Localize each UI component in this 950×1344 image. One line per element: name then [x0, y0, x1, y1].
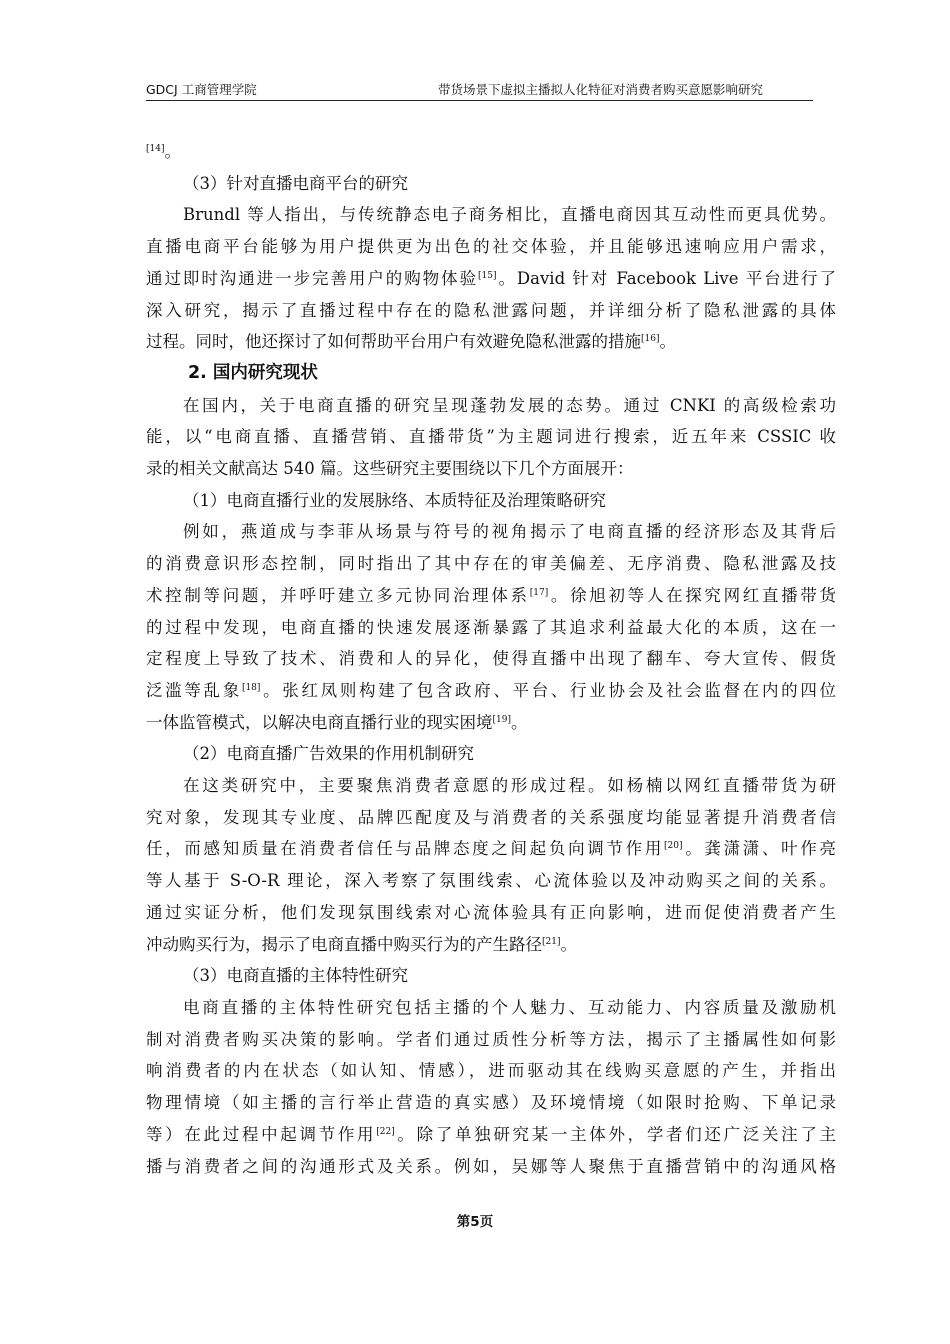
citation: [17]	[529, 587, 549, 598]
citation: [21]	[542, 936, 561, 947]
paragraph-ad-effect: 在这类研究中，主要聚焦消费者意愿的形成过程。如杨楠以网红直播带货为研 究对象，发现其专业度、品牌匹配度及与消费者的关系强度均能显著提升消费者信 任，而感知质量在消费者信任与品牌态度之间起负向调节作用[20]。龚潇潇、叶作亮 等人基于 S-O-R 理论，深入考察了氛围线索、心流体验以及冲动购买之间的关系。 通过实证分析，他们发现氛围线索对心流体验具有正向影响，进而促使消费者产生 冲动购买行为，揭示了电商直播中购买行为的产生路径[21]。	[146, 776, 837, 954]
citation: [20]	[664, 841, 683, 852]
citation: [18]	[241, 682, 261, 693]
citation: [15]	[478, 270, 497, 281]
paragraph-subject: 电商直播的主体特性研究包括主播的个人魅力、互动能力、内容质量及激励机 制对消费者购买决策的影响。学者们通过质性分析等方法，揭示了主播属性如何影 响消费者的内在状态（如认知、情感），进而驱动其在线购买意愿的产生，并指出 物理情境（如主播的言行举止营造的真实感）及环境情境（如限时抢购、下单记录 等）在此过程中起调节作用[22]。除了单独研究某一主体外，学者们还广泛关注了主 播与消费者之间的沟通形式及关系。例如，吴娜等人聚焦于直播营销中的沟通风格	[146, 997, 837, 1176]
citation: [22]	[376, 1126, 395, 1137]
citation: [14]	[146, 144, 165, 154]
page-header	[146, 78, 813, 101]
paragraph-platform: Brundl 等人指出，与传统静态电子商务相比，直播电商因其互动性而更具优势。 直播电商平台能够为用户提供更为出色的社交体验，并且能够迅速响应用户需求， 通过即时沟通进一步完善用户的购物体验[15]。David 针对 Facebook Live 平台进行了 深入研究，揭示了直播过程中存在的隐私泄露问题，并详细分析了隐私泄露的具体 过程。同时，他还探讨了如何帮助平台用户有效避免隐私泄露的措施[16]。	[146, 205, 836, 352]
subheading-industry: （1）电商直播行业的发展脉络、本质特征及治理策略研究	[183, 490, 606, 510]
header-school: GDCJ 工商管理学院	[146, 82, 257, 97]
subheading-ad-effect: （2）电商直播广告效果的作用机制研究	[183, 744, 474, 764]
subheading-platform-research: （3）针对直播电商平台的研究	[183, 173, 408, 193]
section-heading-domestic: 2. 国内研究现状	[188, 362, 318, 383]
citation: [19]	[492, 714, 511, 725]
header-thesis-title: 带货场景下虚拟主播拟人化特征对消费者购买意愿影响研究	[437, 82, 763, 97]
page-number: 第5页	[456, 1214, 494, 1230]
subheading-subject: （3）电商直播的主体特性研究	[183, 966, 408, 986]
continuation-line: [14]。	[146, 142, 181, 161]
citation: [16]	[641, 334, 660, 345]
paragraph-industry: 例如，燕道成与李菲从场景与符号的视角揭示了电商直播的经济形态及其背后 的消费意识形态控制，同时指出了其中存在的审美偏差、无序消费、隐私泄露及技 术控制等问题，并呼吁建立多元协同治理体系[17]。徐旭初等人在探究网红直播带货 的过程中发现，电商直播的快速发展逐渐暴露了其追求利益最大化的本质，这在一 定程度上导致了技术、消费和人的异化，使得直播中出现了翻车、夸大宣传、假货 泛滥等乱象[18]。张红凤则构建了包含政府、平台、行业协会及社会监督在内的四位 一体监管模式，以解决电商直播行业的现实困境[19]。	[146, 522, 837, 732]
paragraph-domestic: 在国内，关于电商直播的研究呈现蓬勃发展的态势。通过 CNKI 的高级检索功 能，以“电商直播、直播营销、直播带货”为主题词进行搜索，近五年来 CSSIC 收 录的相关文献高达 540 篇。这些研究主要围绕以下几个方面展开：	[146, 395, 836, 479]
body-text	[146, 136, 836, 1182]
